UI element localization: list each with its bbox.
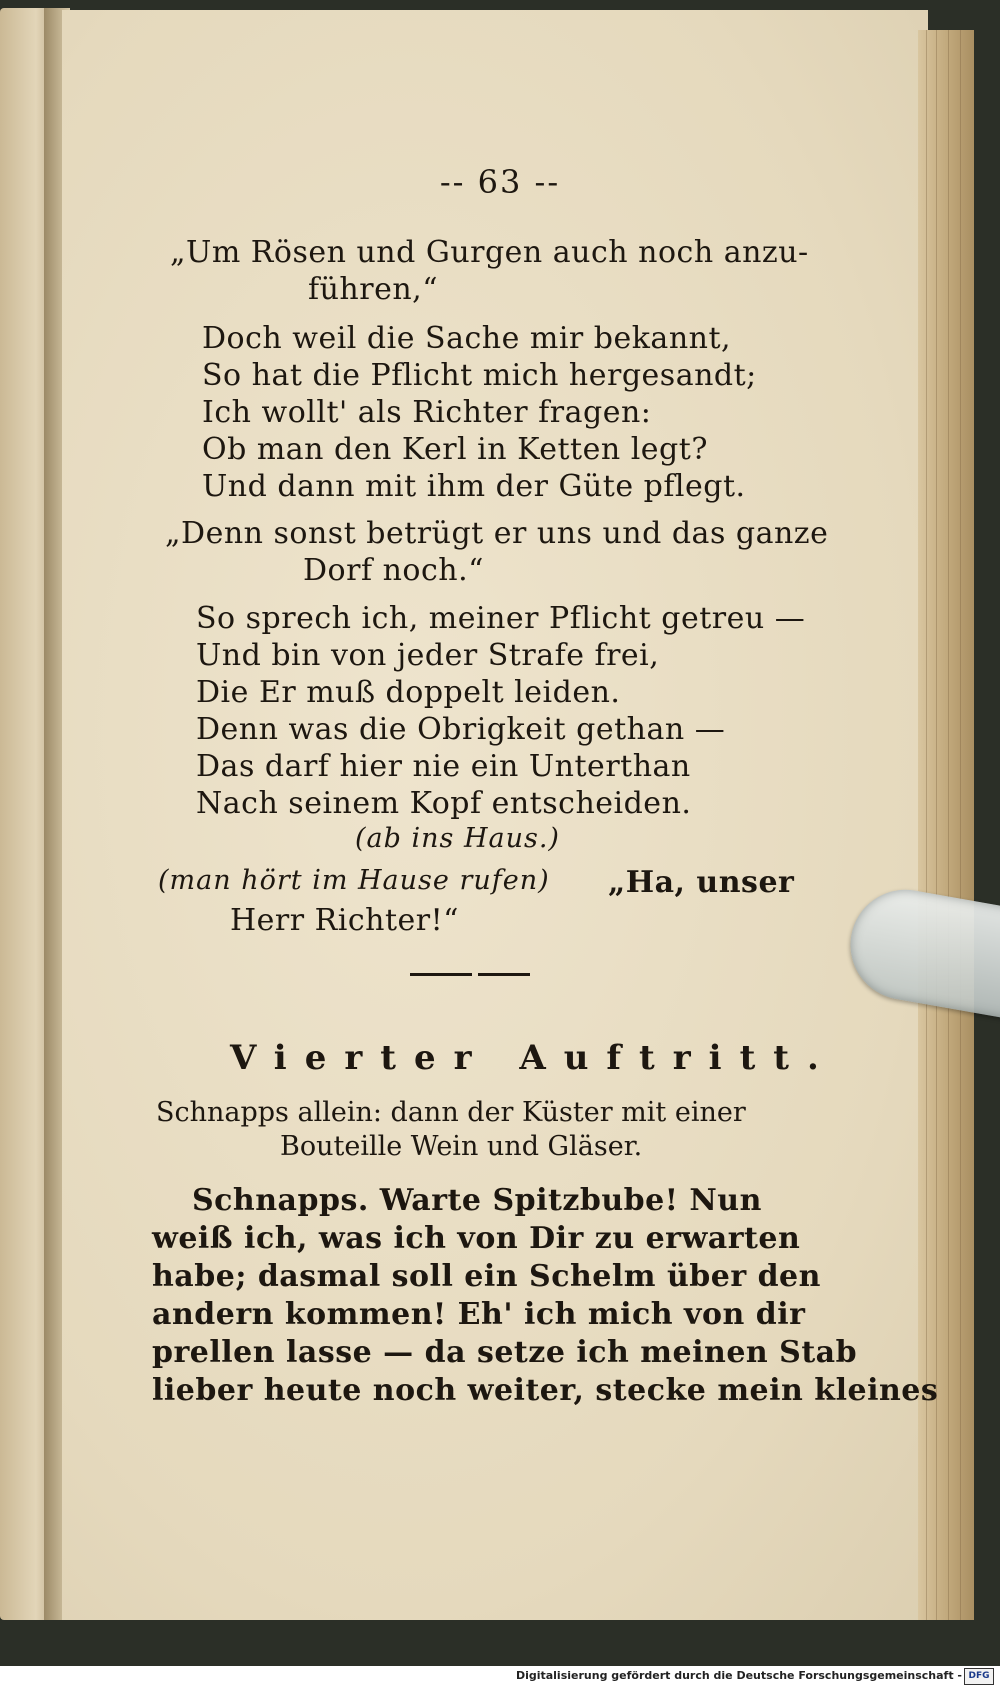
separator-rule xyxy=(478,973,530,976)
prose-line: habe; dasmal soll ein Schelm über den xyxy=(152,1259,821,1294)
separator-rule xyxy=(410,973,472,976)
prose-line: prellen lasse — da setze ich meinen Stab xyxy=(152,1335,858,1370)
verse-line: Und bin von jeder Strafe frei, xyxy=(196,638,660,673)
page-number: -- 63 -- xyxy=(439,163,561,201)
verse-line: „Um Rösen und Gurgen auch noch anzu- xyxy=(170,235,809,270)
stage-direction: (ab ins Haus.) xyxy=(355,823,560,854)
verse-line: Doch weil die Sache mir bekannt, xyxy=(202,321,732,356)
stage-direction: (man hört im Hause rufen) xyxy=(158,865,550,896)
verse-line: Ob man den Kerl in Ketten legt? xyxy=(202,432,708,467)
footer-credit: Digitalisierung gefördert durch die Deutsche Forschungsgemeinschaft - xyxy=(515,1669,962,1682)
scene-description: Bouteille Wein und Gläser. xyxy=(280,1131,643,1162)
prose-line: Schnapps. Warte Spitzbube! Nun xyxy=(192,1183,762,1218)
verse-line: Das darf hier nie ein Unterthan xyxy=(196,749,691,784)
verse-line: Nach seinem Kopf entscheiden. xyxy=(196,786,692,821)
verse-line: „Denn sonst betrügt er uns und das ganze xyxy=(165,516,829,551)
prose-line: andern kommen! Eh' ich mich von dir xyxy=(152,1297,806,1332)
prose-line: weiß ich, was ich von Dir zu erwarten xyxy=(152,1221,801,1256)
verse-line: Dorf noch.“ xyxy=(303,553,484,588)
verse-line: So hat die Pflicht mich hergesandt; xyxy=(202,358,757,393)
quoted-speech: „Ha, unser xyxy=(608,865,795,900)
verse-line: So sprech ich, meiner Pflicht getreu — xyxy=(196,601,806,636)
verse-line: führen,“ xyxy=(308,272,439,307)
verse-line: Denn was die Obrigkeit gethan — xyxy=(196,712,726,747)
verse-line: Die Er muß doppelt leiden. xyxy=(196,675,621,710)
verse-line: Ich wollt' als Richter fragen: xyxy=(202,395,652,430)
dfg-logo: DFG xyxy=(964,1668,994,1685)
scene-description: Schnapps allein: dann der Küster mit einer xyxy=(156,1097,746,1128)
verse-line: Und dann mit ihm der Güte pflegt. xyxy=(202,469,746,504)
scene-heading: Vierter Auftritt. xyxy=(230,1038,837,1078)
quoted-speech: Herr Richter!“ xyxy=(230,903,459,938)
prose-line: lieber heute noch weiter, stecke mein kleines xyxy=(152,1373,939,1408)
